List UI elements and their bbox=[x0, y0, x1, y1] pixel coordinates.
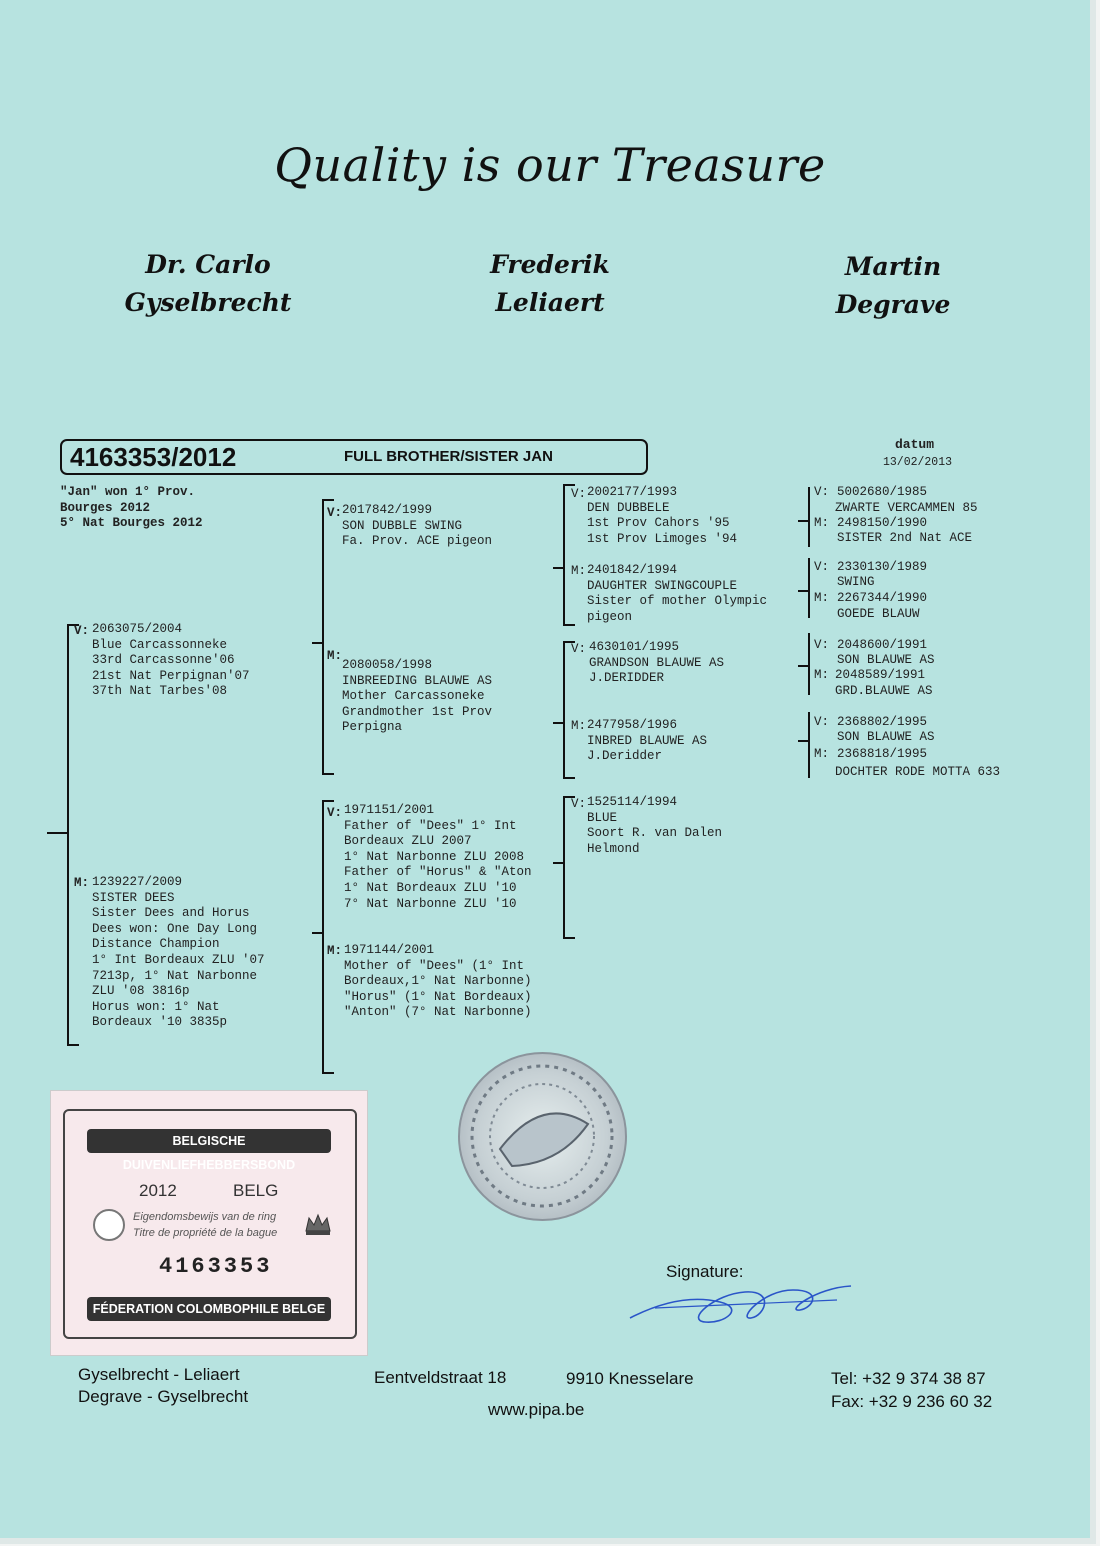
gen1-mother-marker: M: bbox=[74, 876, 90, 890]
connector-subject bbox=[47, 832, 67, 834]
gen4-2-m: 2267344/1990 bbox=[837, 591, 928, 605]
stamp-year: 2012 bbox=[139, 1181, 177, 1200]
signature-scribble bbox=[625, 1278, 855, 1334]
owner-3-line1: Martin bbox=[844, 252, 942, 281]
gen2-mf: 1971151/2001 Father of "Dees" 1° Int Bordeaux ZLU 2007 1° Nat Narbonne ZLU 2008 Father of "Horus" & "Aton 1° Nat Bordeaux ZLU '10 7° Nat Narbonne ZLU '10 bbox=[344, 803, 532, 911]
bracket-gen3-fm-tick bbox=[553, 722, 563, 724]
gen4-3-v-note: SON BLAUWE AS bbox=[837, 653, 935, 667]
bracket-gen3-ff-bottom bbox=[563, 624, 575, 626]
gen4-1-v: 5002680/1985 bbox=[837, 485, 928, 499]
gen4-2-v-marker: V: bbox=[814, 560, 830, 574]
owner-3 bbox=[783, 248, 1003, 324]
footer-names: Gyselbrecht - Leliaert Degrave - Gyselbrecht bbox=[78, 1365, 249, 1406]
footer-fax: Fax: +32 9 236 60 32 bbox=[831, 1392, 993, 1411]
footer-tel: Tel: +32 9 374 38 87 bbox=[831, 1369, 986, 1388]
subject-notes: "Jan" won 1° Prov. Bourges 2012 5° Nat Bourges 2012 bbox=[60, 485, 203, 531]
bracket-gen1-bottom bbox=[67, 1044, 79, 1046]
gen2-ff: 2017842/1999 SON DUBBLE SWING Fa. Prov. ACE pigeon bbox=[342, 503, 493, 549]
ring-hole-icon bbox=[93, 1209, 125, 1241]
bracket-gen3-mf-bottom bbox=[563, 937, 575, 939]
hologram-seal-icon bbox=[458, 1052, 627, 1221]
stamp-country: BELG bbox=[233, 1181, 279, 1200]
footer-city: 9910 Knesselare bbox=[566, 1369, 694, 1388]
gen2-fm: 2080058/1998 INBREEDING BLAUWE AS Mother Carcassoneke Grandmother 1st Prov Perpigna bbox=[342, 658, 493, 735]
gen3-ffm: 2401842/1994 DAUGHTER SWINGCOUPLE Sister of mother Olympic pigeon bbox=[587, 563, 768, 624]
bracket-gen4-1 bbox=[808, 487, 810, 547]
owner-3-line2: Degrave bbox=[835, 290, 951, 319]
gen4-2-v: 2330130/1989 bbox=[837, 560, 928, 574]
bracket-gen4-2-tick bbox=[798, 590, 808, 592]
ring-label: FULL BROTHER/SISTER JAN bbox=[344, 448, 553, 465]
gen1-mother: 1239227/2009 SISTER DEES Sister Dees and Horus Dees won: One Day Long Distance Champion 1° Int Bordeaux ZLU '07 7213p, 1° Nat Narbonne ZLU '08 3816p Horus won: 1° Nat Bordeaux '10 3835p bbox=[92, 875, 265, 1030]
bracket-gen4-1-tick bbox=[798, 520, 808, 522]
gen1-father: 2063075/2004 Blue Carcassonneke 33rd Carcassonne'06 21st Nat Perpignan'07 37th Nat Tarbes'08 bbox=[92, 622, 250, 699]
gen3-fmm-marker: M: bbox=[571, 719, 587, 733]
stamp-number: 4163353 bbox=[159, 1254, 273, 1279]
gen3-ffm-marker: M: bbox=[571, 564, 587, 578]
bracket-gen2-mother-tick bbox=[312, 932, 322, 934]
gen4-4-m: 2368818/1995 bbox=[837, 747, 928, 761]
stamp-bottom-banner: FÉDERATION COLOMBOPHILE BELGE bbox=[87, 1297, 331, 1321]
bracket-gen3-fm-bottom bbox=[563, 777, 575, 779]
gen3-fmm: 2477958/1996 INBRED BLAUWE AS J.Deridder bbox=[587, 718, 708, 764]
bracket-gen3-ff bbox=[563, 484, 565, 626]
gen4-2-m-marker: M: bbox=[814, 591, 830, 605]
gen2-ff-marker: V: bbox=[327, 506, 343, 520]
gen3-fff: 2002177/1993 DEN DUBBELE 1st Prov Cahors '95 1st Prov Limoges '94 bbox=[587, 485, 738, 546]
gen4-4-v: 2368802/1995 bbox=[837, 715, 928, 729]
owner-1-line1: Dr. Carlo bbox=[145, 250, 271, 279]
gen2-mf-marker: V: bbox=[327, 806, 343, 820]
gen3-fmf: 4630101/1995 GRANDSON BLAUWE AS J.DERIDDER bbox=[589, 640, 725, 686]
gen3-fmf-marker: V: bbox=[571, 642, 587, 656]
bracket-gen2-mother bbox=[322, 800, 324, 1074]
gen4-3-m-note: GRD.BLAUWE AS bbox=[835, 684, 933, 698]
gen4-1-m: 2498150/1990 bbox=[837, 516, 928, 530]
bracket-gen4-2 bbox=[808, 558, 810, 618]
datum-date: 13/02/2013 bbox=[883, 456, 953, 469]
gen4-2-m-note: GOEDE BLAUW bbox=[837, 607, 920, 621]
gen4-3-m-marker: M: bbox=[814, 668, 830, 682]
bracket-gen3-mf-tick bbox=[553, 862, 563, 864]
crown-icon bbox=[303, 1211, 333, 1237]
gen2-mm-marker: M: bbox=[327, 944, 343, 958]
owner-2-line2: Leliaert bbox=[495, 288, 605, 317]
bracket-gen3-mf bbox=[563, 796, 565, 939]
gen4-3-v: 2048600/1991 bbox=[837, 638, 928, 652]
gen4-3-v-marker: V: bbox=[814, 638, 830, 652]
datum-label: datum bbox=[895, 437, 935, 452]
ring-box bbox=[60, 439, 648, 475]
gen4-2-v-note: SWING bbox=[837, 575, 875, 589]
stamp-line-2: Titre de propriété de la bague bbox=[133, 1227, 278, 1239]
footer-web: www.pipa.be bbox=[488, 1400, 585, 1419]
bracket-gen3-ff-tick bbox=[553, 567, 563, 569]
gen4-1-m-note: SISTER 2nd Nat ACE bbox=[837, 531, 973, 545]
gen4-4-v-marker: V: bbox=[814, 715, 830, 729]
stamp-line-1: Eigendomsbewijs van de ring bbox=[133, 1211, 277, 1223]
bracket-gen2-mother-top bbox=[322, 800, 334, 802]
stamp-frame bbox=[63, 1109, 357, 1339]
bracket-gen4-4-tick bbox=[798, 740, 808, 742]
footer-street: Eentveldstraat 18 bbox=[374, 1368, 507, 1387]
gen4-3-m: 2048589/1991 bbox=[835, 668, 926, 682]
signature-label: Signature: bbox=[666, 1262, 744, 1281]
ring-number: 4163353/2012 bbox=[70, 442, 237, 472]
owner-2-line1: Frederik bbox=[490, 250, 610, 279]
page-title: Quality is our Treasure bbox=[274, 138, 826, 192]
bracket-gen3-ff-top bbox=[563, 484, 575, 486]
gen1-father-marker: V: bbox=[74, 624, 90, 638]
gen2-fm-marker: M: bbox=[327, 649, 343, 663]
bracket-gen2-father-top bbox=[322, 499, 334, 501]
gen4-1-v-note: ZWARTE VERCAMMEN 85 bbox=[835, 501, 978, 515]
gen4-1-v-marker: V: bbox=[814, 485, 830, 499]
bracket-gen4-3-tick bbox=[798, 665, 808, 667]
gen3-fff-marker: V: bbox=[571, 487, 587, 501]
gen4-4-m-marker: M: bbox=[814, 747, 830, 761]
bracket-gen2-father-tick bbox=[312, 642, 322, 644]
gen4-1-m-marker: M: bbox=[814, 516, 830, 530]
ring-certificate-stamp bbox=[50, 1090, 368, 1356]
bracket-gen2-mother-bottom bbox=[322, 1072, 334, 1074]
gen2-mm: 1971144/2001 Mother of "Dees" (1° Int Bordeaux,1° Nat Narbonne) "Horus" (1° Nat Bordeaux) "Anton" (7° Nat Narbonne) bbox=[344, 943, 532, 1020]
gen4-4-v-note: SON BLAUWE AS bbox=[837, 730, 935, 744]
owner-2 bbox=[440, 246, 660, 322]
owner-1 bbox=[98, 246, 318, 322]
gen3-mff-marker: V: bbox=[571, 797, 587, 811]
gen4-4-m-note: DOCHTER RODE MOTTA 633 bbox=[835, 765, 1001, 779]
bracket-gen4-3 bbox=[808, 633, 810, 695]
bracket-gen2-father bbox=[322, 499, 324, 775]
bracket-gen4-4 bbox=[808, 712, 810, 778]
gen3-mff: 1525114/1994 BLUE Soort R. van Dalen Helmond bbox=[587, 795, 723, 856]
bracket-gen3-fm bbox=[563, 641, 565, 779]
owner-1-line2: Gyselbrecht bbox=[124, 288, 292, 317]
stamp-top-banner: BELGISCHE DUIVENLIEFHEBBERSBOND bbox=[87, 1129, 331, 1153]
bracket-gen1 bbox=[67, 624, 69, 1046]
bracket-gen2-father-bottom bbox=[322, 773, 334, 775]
